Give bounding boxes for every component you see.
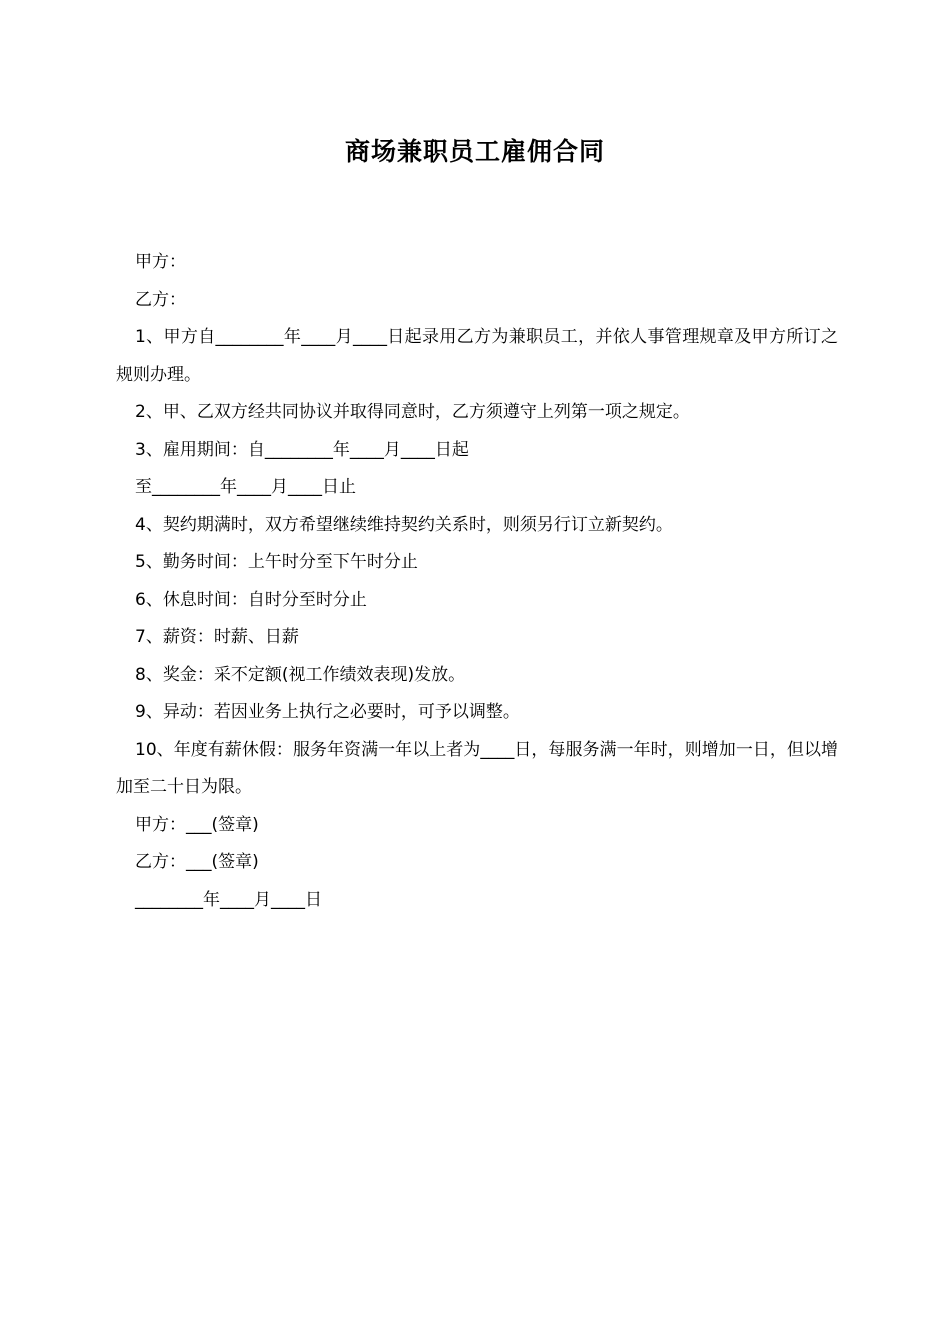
- party-a-line: 甲方：: [135, 252, 186, 272]
- clause-6: 6、休息时间：自时分至时分止: [135, 589, 367, 610]
- clause-3-end: 至________年____月____日止: [135, 477, 356, 497]
- clause-2: 2、甲、乙双方经共同协议并取得同意时，乙方须遵守上列第一项之规定。: [135, 402, 690, 422]
- signature-date: ________年____月____日: [135, 889, 322, 910]
- clause-3-start: 3、雇用期间：自________年____月____日起: [135, 439, 469, 460]
- party-b-line: 乙方：: [135, 289, 186, 310]
- signature-party-a: 甲方：___(签章): [135, 814, 259, 835]
- clause-9: 9、异动：若因业务上执行之必要时，可予以调整。: [135, 702, 520, 722]
- signature-party-b: 乙方：___(签章): [135, 852, 259, 872]
- clause-7: 7、薪资：时薪、日薪: [135, 627, 299, 647]
- contract-body: [116, 244, 838, 919]
- clause-4: 4、契约期满时，双方希望继续维持契约关系时，则须另行订立新契约。: [135, 514, 673, 535]
- clause-1: 1、甲方自________年____月____日起录用乙方为兼职员工，并依人事管理规章及甲方所订之规则办理。: [116, 327, 838, 385]
- clause-10: 10、年度有薪休假：服务年资满一年以上者为____日，每服务满一年时，则增加一日，但以增加至二十日为限。: [116, 739, 838, 797]
- clause-8: 8、奖金：采不定额(视工作绩效表现)发放。: [135, 664, 466, 685]
- page-title: 商场兼职员工雇佣合同: [344, 137, 605, 166]
- clause-5: 5、勤务时间：上午时分至下午时分止: [135, 552, 418, 572]
